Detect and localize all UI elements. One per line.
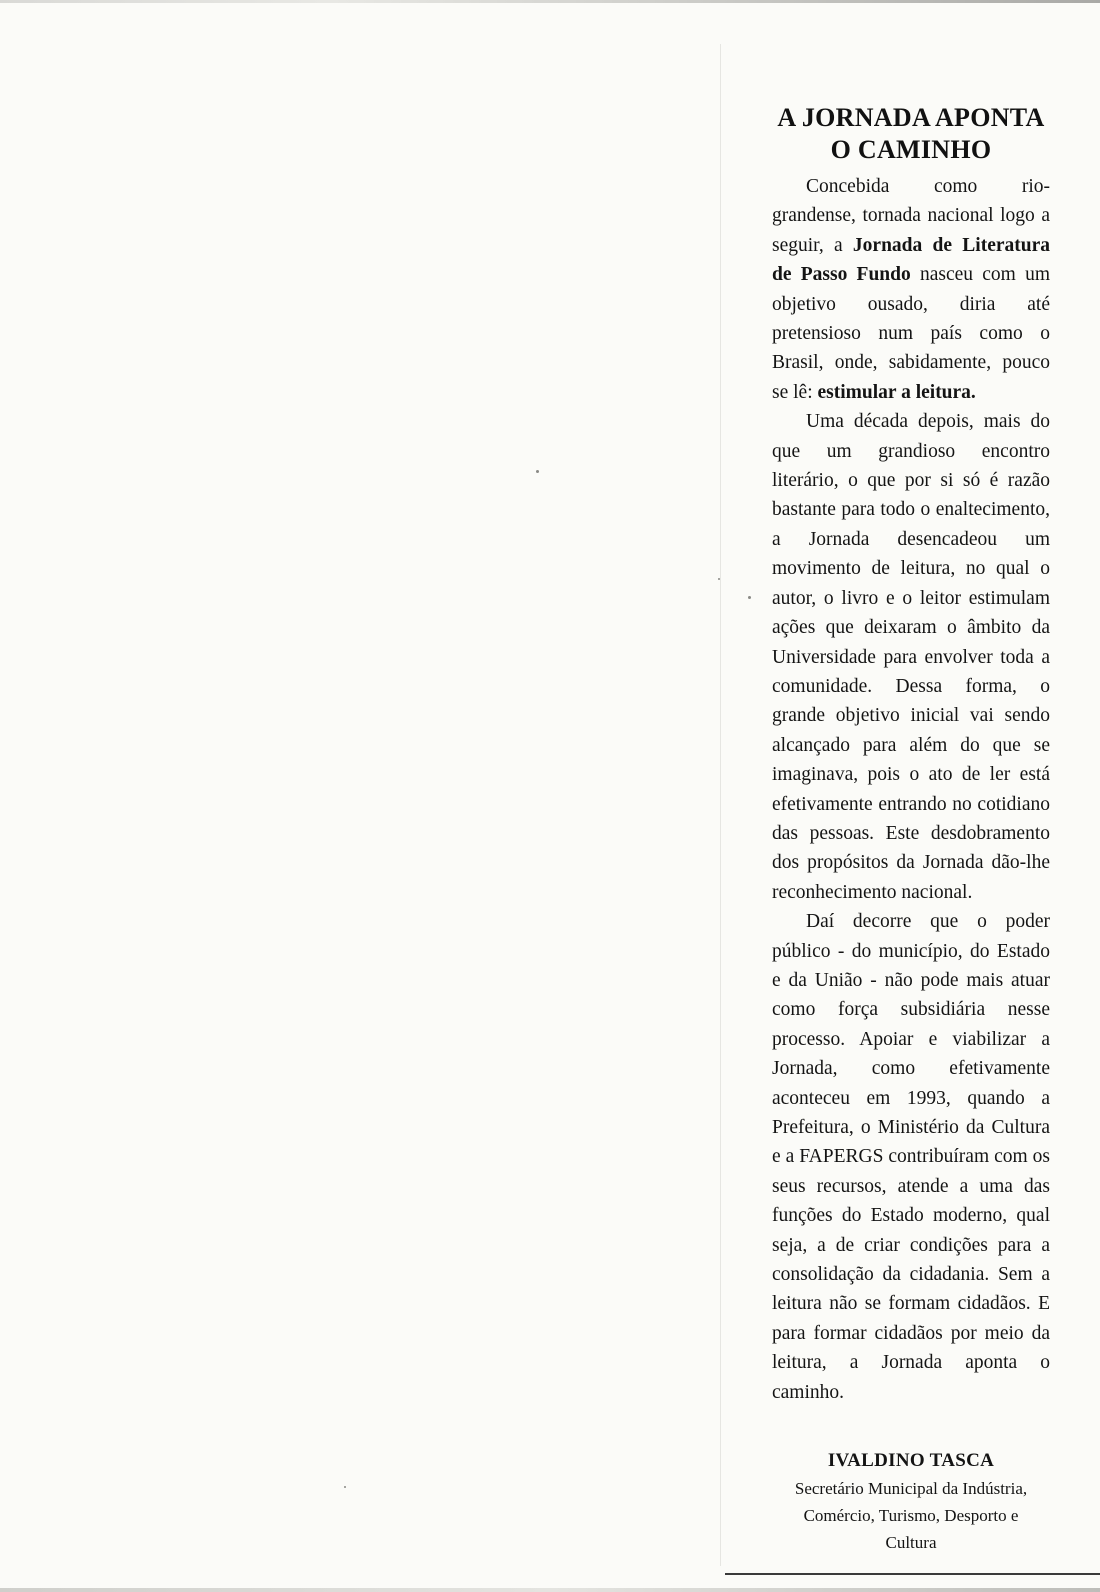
page-bottom-edge (0, 1588, 1100, 1592)
page-top-edge (0, 0, 1100, 3)
paper-speck (344, 1486, 346, 1488)
paragraph-1 (772, 172, 1050, 407)
paragraph-1-bold-event: Jornada de Literatura de Passo Fundo (772, 234, 1050, 286)
bottom-edge-line (725, 1573, 1100, 1575)
signature-block (772, 1447, 1050, 1556)
paragraph-2: Uma década depois, mais do que um grandioso encontro literário, o que por si só é razão bastante para todo o enaltecimento, a Jornada desencadeou um movimento de leitura, no qual o autor, o livro e o leitor estimulam ações que deixaram o âmbito da Universidade para envolver toda a comunidade. Dessa forma, o grande objetivo inicial vai sendo alcançado para além do que se imaginava, pois o ato de ler está efetivamente entrando no cotidiano das pessoas. Este desdobramento dos propósitos da Jornada dão-lhe reconhecimento nacional. (772, 411, 1050, 903)
paragraph-1-bold-goal: estimular a leitura. (817, 381, 976, 403)
article-title (772, 102, 1050, 166)
title-line-1: A JORNADA APONTA (777, 103, 1045, 132)
article-column (772, 102, 1050, 1556)
paragraph-1-text-b: nasceu com um objetivo ousado, diria até pretensioso num país como o Brasil, onde, sabidamente, pouco se lê: (772, 264, 1050, 403)
paper-speck (536, 470, 539, 473)
signature-role: Secretário Municipal da Indústria, Comércio, Turismo, Desporto e Cultura (794, 1479, 1028, 1553)
paragraph-1-text-a: Concebida como rio-grandense, tornada nacional logo a seguir, a (772, 176, 1050, 256)
paragraph-3: Daí decorre que o poder público - do município, do Estado e da União - não pode mais atuar como força subsidiária nesse processo. Apoiar e viabilizar a Jornada, como efetivamente aconteceu em 1993, quando a Prefeitura, o Ministério da Cultura e a FAPERGS contribuíram com os seus recursos, atende a uma das funções do Estado moderno, qual seja, a de criar condições para a consolidação da cidadania. Sem a leitura não se formam cidadãos. E para formar cidadãos por meio da leitura, a Jornada aponta o caminho. (772, 911, 1050, 1403)
paper-speck (748, 596, 751, 599)
paper-speck (718, 578, 720, 580)
signature-name: IVALDINO TASCA (827, 1450, 995, 1472)
fold-line (720, 44, 721, 1566)
title-line-2: O CAMINHO (830, 135, 992, 164)
